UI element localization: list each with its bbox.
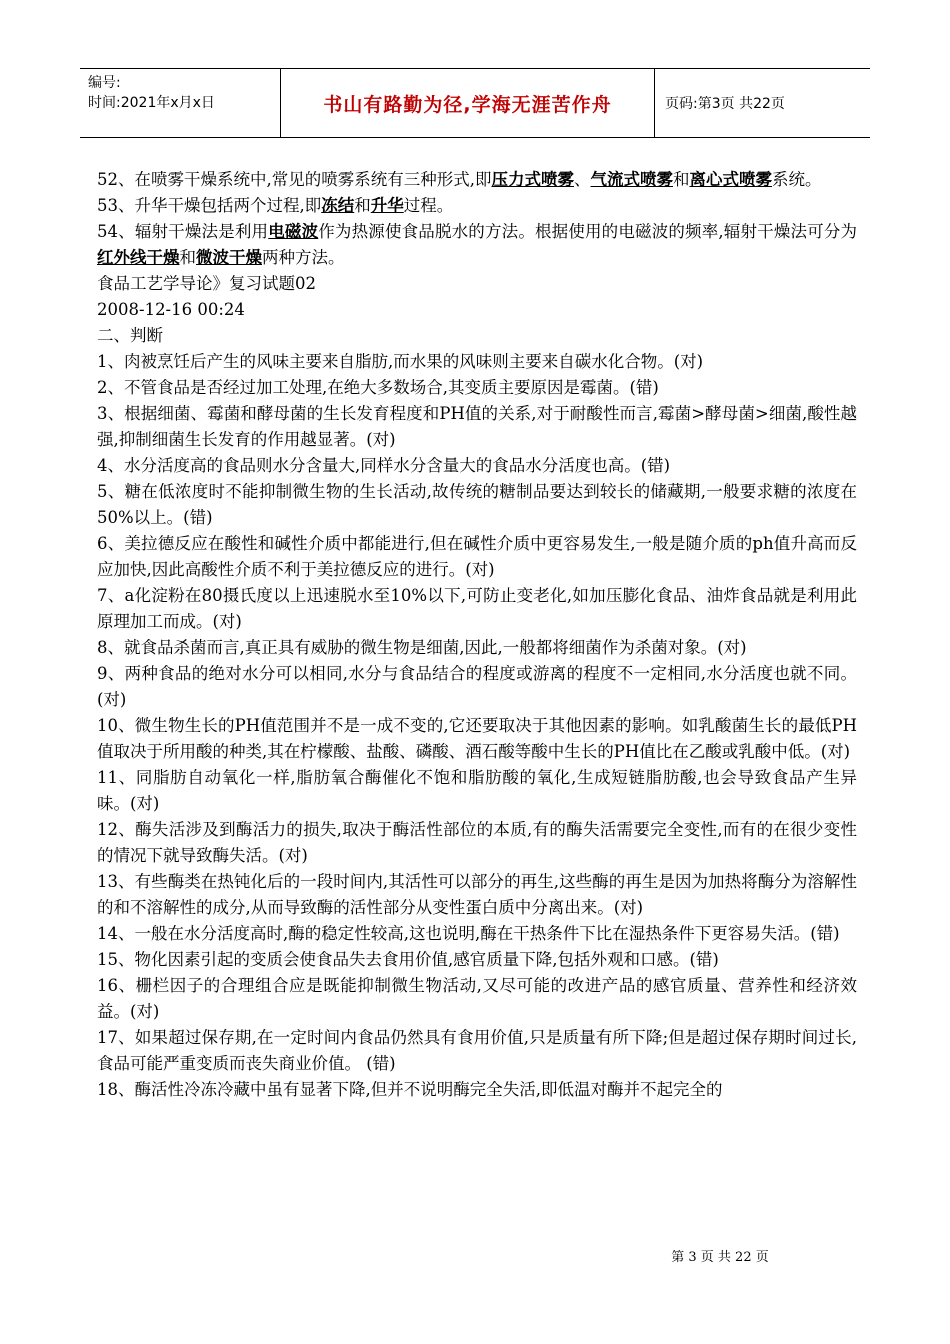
judgment-item-5: 5、糖在低浓度时不能抑制微生物的生长活动,故传统的糖制品要达到较长的储藏期,一般要求糖的浓度在50%以上。(错) bbox=[97, 482, 857, 527]
judgment-item-8: 8、就食品杀菌而言,真正具有威胁的微生物是细菌,因此,一般都将细菌作为杀菌对象。(对) bbox=[97, 638, 747, 657]
keyword: 离心式喷雾 bbox=[689, 170, 772, 189]
question-52: 52、在喷雾干燥系统中,常见的喷雾系统有三种形式,即压力式喷雾、气流式喷雾和离心式喷雾系统。 bbox=[97, 170, 822, 189]
post-timestamp: 2008-12-16 00:24 bbox=[97, 300, 245, 319]
keyword: 升华 bbox=[370, 196, 404, 215]
judgment-item-2: 2、不管食品是否经过加工处理,在绝大多数场合,其变质主要原因是霉菌。(错) bbox=[97, 378, 659, 397]
document-body bbox=[97, 167, 857, 1103]
section-heading: 二、判断 bbox=[97, 326, 163, 345]
page-header bbox=[80, 68, 870, 138]
question-54: 54、辐射干燥法是利用电磁波作为热源使食品脱水的方法。根据使用的电磁波的频率,辐射干燥法可分为红外线干燥和微波干燥两种方法。 bbox=[97, 222, 858, 267]
judgment-item-6: 6、美拉德反应在酸性和碱性介质中都能进行,但在碱性介质中更容易发生,一般是随介质的ph值升高而反应加快,因此高酸性介质不利于美拉德反应的进行。(对) bbox=[97, 534, 857, 579]
header-meta bbox=[80, 69, 280, 137]
judgment-item-14: 14、一般在水分活度高时,酶的稳定性较高,这也说明,酶在干热条件下比在湿热条件下更容易失活。(错) bbox=[97, 924, 840, 943]
keyword: 冻结 bbox=[321, 196, 355, 215]
header-page-info: 页码:第3页 共22页 bbox=[665, 96, 785, 112]
question-53: 53、升华干燥包括两个过程,即冻结和升华过程。 bbox=[97, 196, 454, 215]
judgment-item-11: 11、同脂肪自动氧化一样,脂肪氧合酶催化不饱和脂肪酸的氧化,生成短链脂肪酸,也会导致食品产生异味。(对) bbox=[97, 768, 857, 813]
judgment-item-3: 3、根据细菌、霉菌和酵母菌的生长发育程度和PH值的关系,对于耐酸性而言,霉菌>酵母菌>细菌,酸性越强,抑制细菌生长发育的作用越显著。(对) bbox=[97, 404, 857, 449]
keyword: 压力式喷雾 bbox=[491, 170, 574, 189]
judgment-item-16: 16、栅栏因子的合理组合应是既能抑制微生物活动,又尽可能的改进产品的感官质量、营养性和经济效益。(对) bbox=[97, 976, 857, 1021]
footer-page-number: 第 3 页 共 22 页 bbox=[671, 1250, 769, 1265]
section-title: 食品工艺学导论》复习试题02 bbox=[97, 274, 316, 293]
header-motto: 书山有路勤为径,学海无涯苦作舟 bbox=[280, 69, 655, 137]
judgment-item-15: 15、物化因素引起的变质会使食品失去食用价值,感官质量下降,包括外观和口感。(错) bbox=[97, 950, 719, 969]
page-footer bbox=[0, 1246, 950, 1265]
judgment-item-12: 12、酶失活涉及到酶活力的损失,取决于酶活性部位的本质,有的酶失活需要完全变性,而有的在很少变性的情况下就导致酶失活。(对) bbox=[97, 820, 857, 865]
judgment-item-18: 18、酶活性冷冻冷藏中虽有显著下降,但并不说明酶完全失活,即低温对酶并不起完全的 bbox=[97, 1080, 723, 1099]
keyword: 红外线干燥 bbox=[97, 248, 180, 267]
judgment-item-10: 10、微生物生长的PH值范围并不是一成不变的,它还要取决于其他因素的影响。如乳酸菌生长的最低PH值取决于所用酸的种类,其在柠檬酸、盐酸、磷酸、酒石酸等酸中生长的PH值比在乙酸或乳酸中低。(对) bbox=[97, 716, 857, 761]
keyword: 电磁波 bbox=[268, 222, 319, 241]
judgment-item-4: 4、水分活度高的食品则水分含量大,同样水分含量大的食品水分活度也高。(错) bbox=[97, 456, 671, 475]
judgment-item-9: 9、两种食品的绝对水分可以相同,水分与食品结合的程度或游离的程度不一定相同,水分活度也就不同。(对) bbox=[97, 664, 857, 709]
doc-date-label: 时间:2021年x月x日 bbox=[88, 95, 215, 111]
judgment-item-13: 13、有些酶类在热钝化后的一段时间内,其活性可以部分的再生,这些酶的再生是因为加热将酶分为溶解性的和不溶解性的成分,从而导致酶的活性部分从变性蛋白质中分离出来。(对) bbox=[97, 872, 857, 917]
doc-number-label: 编号: bbox=[88, 75, 121, 91]
judgment-item-7: 7、a化淀粉在80摄氏度以上迅速脱水至10%以下,可防止变老化,如加压膨化食品、油炸食品就是利用此原理加工而成。(对) bbox=[97, 586, 857, 631]
judgment-item-1: 1、肉被烹饪后产生的风味主要来自脂肪,而水果的风味则主要来自碳水化合物。(对) bbox=[97, 352, 704, 371]
judgment-item-17: 17、如果超过保存期,在一定时间内食品仍然具有食用价值,只是质量有所下降;但是超过保存期时间过长,食品可能严重变质而丧失商业价值。 (错) bbox=[97, 1028, 857, 1073]
keyword: 微波干燥 bbox=[196, 248, 262, 267]
keyword: 气流式喷雾 bbox=[590, 170, 673, 189]
